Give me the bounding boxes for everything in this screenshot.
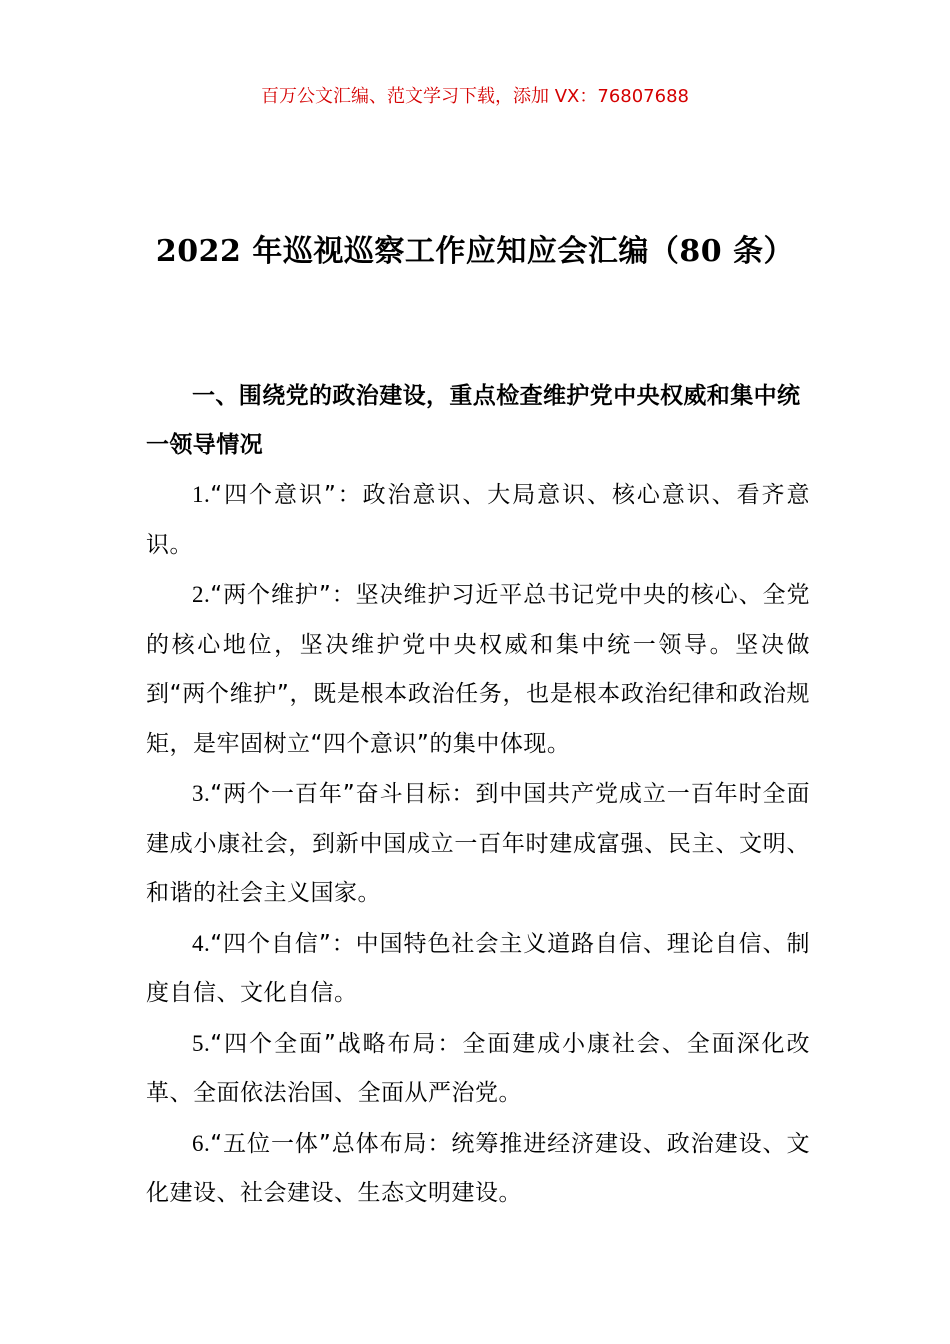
list-item (146, 1119, 810, 1219)
item-text: “两个维护”：坚决维护习近平总书记党中央的核心、全党的核心地位，坚决维护党中央权威和集中统一领导。坚决做到“两个维护”，既是根本政治任务，也是根本政治纪律和政治规矩，是牢固树立“四个意识”的集中体现。 (146, 582, 810, 757)
item-number: 6. (192, 1130, 211, 1156)
document-body (146, 372, 810, 1219)
item-number: 3. (192, 781, 211, 806)
item-text: “两个一百年”奋斗目标：到中国共产党成立一百年时全面建成小康社会，到新中国成立一百年时建成富强、民主、文明、和谐的社会主义国家。 (146, 781, 810, 906)
item-number: 2. (192, 582, 211, 607)
section-heading: 一、围绕党的政治建设，重点检查维护党中央权威和集中统一领导情况 (146, 383, 801, 458)
item-text: “四个自信”：中国特色社会主义道路自信、理论自信、制度自信、文化自信。 (146, 930, 810, 1006)
list-item (146, 1019, 810, 1119)
list-item (146, 470, 810, 570)
header-note: 百万公文汇编、范文学习下载，添加 VX：76807688 (261, 86, 689, 107)
item-text: “四个意识”：政治意识、大局意识、核心意识、看齐意识。 (146, 482, 810, 558)
item-number: 5. (192, 1030, 211, 1056)
document-title: 2022 年巡视巡察工作应知应会汇编（80 条） (155, 234, 795, 269)
item-text: “四个全面”战略布局：全面建成小康社会、全面深化改革、全面依法治国、全面从严治党。 (146, 1030, 810, 1106)
item-text: “五位一体”总体布局：统筹推进经济建设、政治建设、文化建设、社会建设、生态文明建设。 (146, 1130, 810, 1206)
list-item (146, 769, 810, 919)
list-item (146, 919, 810, 1019)
list-item (146, 570, 810, 769)
item-number: 1. (192, 482, 211, 507)
item-number: 4. (192, 930, 211, 956)
